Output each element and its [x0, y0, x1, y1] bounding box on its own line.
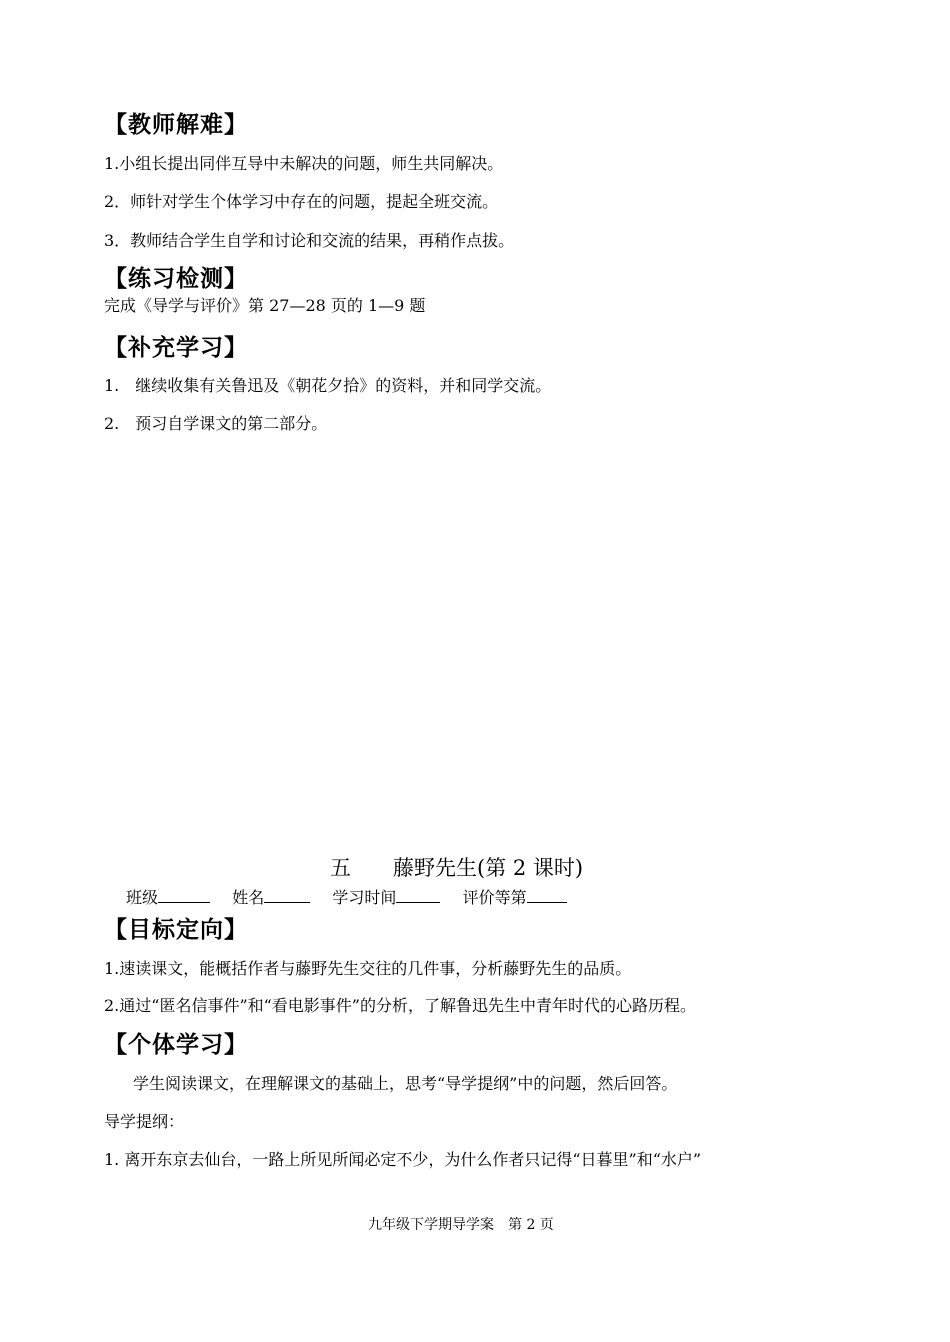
study-time-blank[interactable] — [396, 886, 440, 903]
lesson-title: 五 藤野先生(第 2 课时) — [330, 856, 584, 880]
page-footer: 九年级下学期导学案 第 2 页 — [368, 1217, 554, 1233]
outline-label: 导学提纲： — [104, 1112, 185, 1131]
goal-item-1: 1.速读课文，能概括作者与藤野先生交往的几件事，分析藤野先生的品质。 — [104, 959, 632, 978]
class-blank[interactable] — [158, 886, 210, 903]
individual-intro: 学生阅读课文，在理解课文的基础上，思考“导学提纲”中的问题，然后回答。 — [133, 1074, 678, 1093]
supplement-item-2: 2. 预习自学课文的第二部分。 — [104, 414, 328, 433]
goal-item-2: 2.通过“匿名信事件”和“看电影事件”的分析，了解鲁迅先生中青年时代的心路历程。 — [104, 996, 696, 1015]
grade-label: 评价等第 — [462, 888, 527, 907]
study-time-label: 学习时间 — [332, 888, 397, 907]
outline-question-1: 1. 离开东京去仙台，一路上所见所闻必定不少，为什么作者只记得“日暮里”和“水户” — [104, 1150, 702, 1169]
supplement-heading: 【补充学习】 — [104, 335, 248, 361]
practice-text: 完成《导学与评价》第 27—28 页的 1—9 题 — [104, 296, 426, 315]
name-blank[interactable] — [264, 886, 310, 903]
name-label: 姓名 — [232, 888, 265, 907]
class-label: 班级 — [126, 888, 159, 907]
teacher-item-1: 1.小组长提出同伴互导中未解决的问题，师生共同解决。 — [104, 154, 504, 173]
teacher-item-2: 2．师针对学生个体学习中存在的问题，提起全班交流。 — [104, 192, 499, 211]
goal-heading: 【目标定向】 — [104, 917, 248, 943]
supplement-item-1: 1. 继续收集有关鲁迅及《朝花夕拾》的资料，并和同学交流。 — [104, 376, 552, 395]
student-info-line — [126, 885, 567, 908]
grade-blank[interactable] — [527, 886, 567, 903]
practice-heading: 【练习检测】 — [104, 266, 248, 292]
teacher-heading: 【教师解难】 — [104, 112, 248, 138]
teacher-item-3: 3．教师结合学生自学和讨论和交流的结果，再稍作点拔。 — [104, 231, 515, 250]
individual-heading: 【个体学习】 — [104, 1032, 248, 1058]
